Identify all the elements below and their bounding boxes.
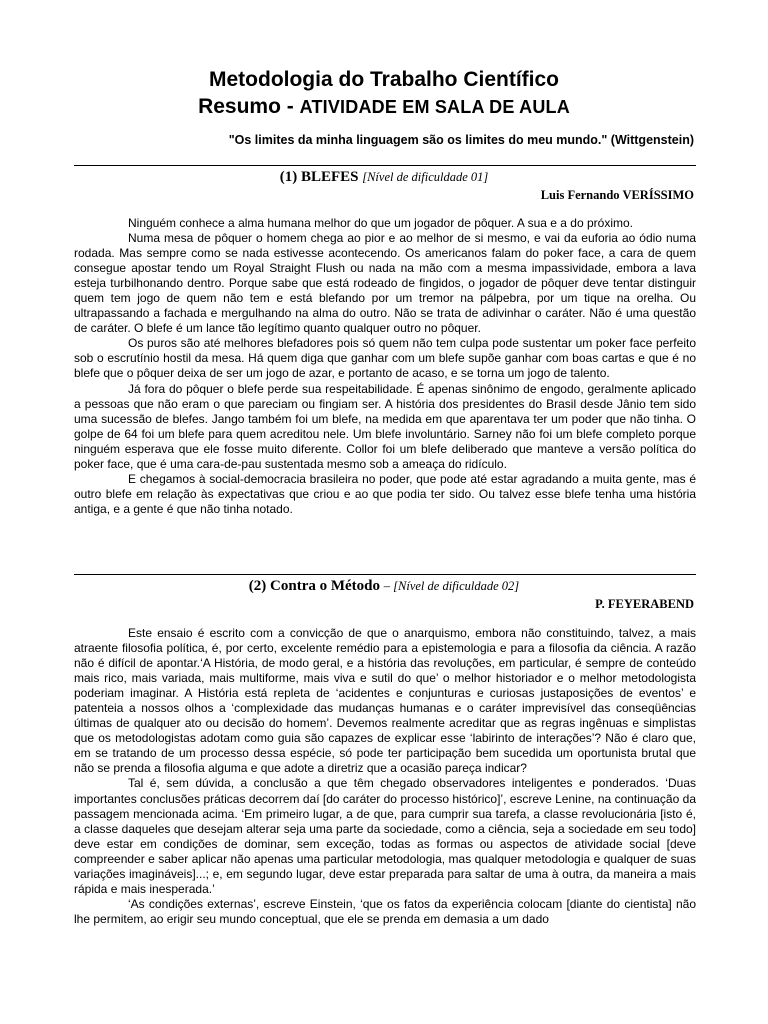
section1-title: (1) BLEFES	[279, 169, 359, 185]
paragraph: Tal é, sem dúvida, a conclusão a que têm chegado observadores inteligentes e ponderados. ‘Duas importantes conclusões práticas decorrem daí [do caráter do processo histórico]’, escreve Lenine, na continuação da passagem mencionada acima. ‘Em primeiro lugar, a de que, para cumprir sua tarefa, a classe revolucionária [isto é, a classe daqueles que desejam alterar seja uma parte da sociedade, como a ciência, seja a sociedade em seu todo] deve estar em condições de dominar, sem exceção, todas as formas ou aspectos de atividade social [deve compreender e saber aplicar não apenas uma particular metodologia, mas qualquer metodologia e qualquer de suas variações imagináveis]...; e, em segundo lugar, deve estar preparada para saltar de uma à outra, da maneira a mais rápida e mais inesperada.’	[74, 776, 696, 896]
subtitle-prefix: Resumo -	[198, 95, 300, 118]
section1-body	[74, 216, 696, 517]
section2-level: – [Nível de dificuldade 02]	[383, 579, 520, 593]
document-subtitle	[0, 94, 768, 120]
paragraph: Numa mesa de pôquer o homem chega ao pior e ao melhor de si mesmo, e vai da euforia ao ódio numa rodada. Mas sempre como se nada estivesse acontecendo. Os americanos falam do poker face, a cara de quem consegue apostar tendo um Royal Straight Flush ou nada na mão com a mesma impassividade, embora a lava esteja turbilhonando dentro. Porque sabe que está rodeado de fingidos, o jogador de pôquer deve tentar distinguir quem tem jogo de quem não tem e está blefando por um tremor na pálpebra, por um tique na orelha. Ou ultrapassando a fachada e mergulhando na alma do outro. Não se trata de adivinhar o caráter. Não é uma questão de caráter. O blefe é um lance tão legítimo quanto qualquer outro no pôquer.	[74, 231, 696, 336]
section2-title: (2) Contra o Método	[248, 578, 381, 594]
section1-level: [Nível de dificuldade 01]	[362, 170, 489, 184]
paragraph: Este ensaio é escrito com a convicção de que o anarquismo, embora não constituindo, talvez, a mais atraente filosofia política, é, por certo, excelente remédio para a epistemologia e para a filosofia da ciência. A razão não é difícil de apontar.‘A História, de modo geral, e a história das revoluções, em particular, é sempre de conteúdo mais rico, mais variada, mais multiforme, mais viva e sutil do que’ o melhor historiador e o melhor metodologista poderiam imaginar. A História está repleta de ‘acidentes e conjunturas e curiosas justaposições de eventos’ e patenteia a nossos olhos a ‘complexidade das mudanças humanas e o caráter imprevisível das conseqüências últimas de qualquer ato ou decisão do homem’. Devemos realmente acreditar que as regras ingênuas e simplistas que os metodologistas adotam como guia são capazes de explicar esse ‘labirinto de interações’? Não é claro que, em se tratando de um processo dessa espécie, só pode ter participação bem sucedida um oportunista brutal que não se prenda a filosofia alguma e que adote a diretriz que a ocasião pareça indicar?	[74, 626, 696, 776]
section2-divider	[74, 574, 696, 575]
subtitle-activity: ATIVIDADE EM SALA DE AULA	[299, 97, 570, 117]
section2-author: P. FEYERABEND	[595, 597, 694, 611]
section2-heading	[0, 578, 768, 595]
section1-author: Luis Fernando VERÍSSIMO	[540, 188, 694, 202]
paragraph: E chegamos à social-democracia brasileira no poder, que pode até estar agradando a muita gente, mas é outro blefe em relação às expectativas que criou e ao que podia ter sido. Ou talvez esse blefe tenha uma história antiga, e a gente é que não tinha notado.	[74, 471, 696, 516]
paragraph: Ninguém conhece a alma humana melhor do que um jogador de pôquer. A sua e a do próximo.	[128, 216, 633, 230]
section1-divider	[74, 165, 696, 166]
section1-heading	[0, 169, 768, 186]
paragraph: Já fora do pôquer o blefe perde sua respeitabilidade. É apenas sinônimo de engodo, geralmente aplicado a pessoas que não eram o que pareciam ou fingiam ser. A história dos presidentes do Brasil desde Jânio tem sido uma sucessão de blefes. Jango também foi um blefe, na medida em que aparentava ter um poder que não tinha. O golpe de 64 foi um blefe para quem acreditou nele. Um blefe involuntário. Sarney não foi um blefe completo porque ninguém esperava que ele fosse muito diferente. Collor foi um blefe deliberado que manteve a versão política do poker face, que é uma cara-de-pau sustentada mesmo sob a ameaça do ridículo.	[74, 381, 696, 471]
paragraph: ‘As condições externas’, escreve Einstein, ‘que os fatos da experiência colocam [diante do cientista] não lhe permitem, ao erigir seu mundo conceptual, que ele se prenda em demasia a um dado	[74, 896, 696, 926]
paragraph: Os puros são até melhores blefadores pois só quem não tem culpa pode sustentar um poker face perfeito sob o escrutínio hostil da mesa. Há quem diga que ganhar com um blefe supõe ganhar com boas cartas e que é no blefe que o pôquer deixa de ser um jogo de azar, e portanto de acaso, e se torna um jogo de talento.	[74, 336, 696, 381]
section2-body	[74, 626, 696, 927]
document-title: Metodologia do Trabalho Científico	[209, 68, 559, 91]
epigraph: "Os limites da minha linguagem são os limites do meu mundo." (Wittgenstein)	[228, 133, 694, 147]
